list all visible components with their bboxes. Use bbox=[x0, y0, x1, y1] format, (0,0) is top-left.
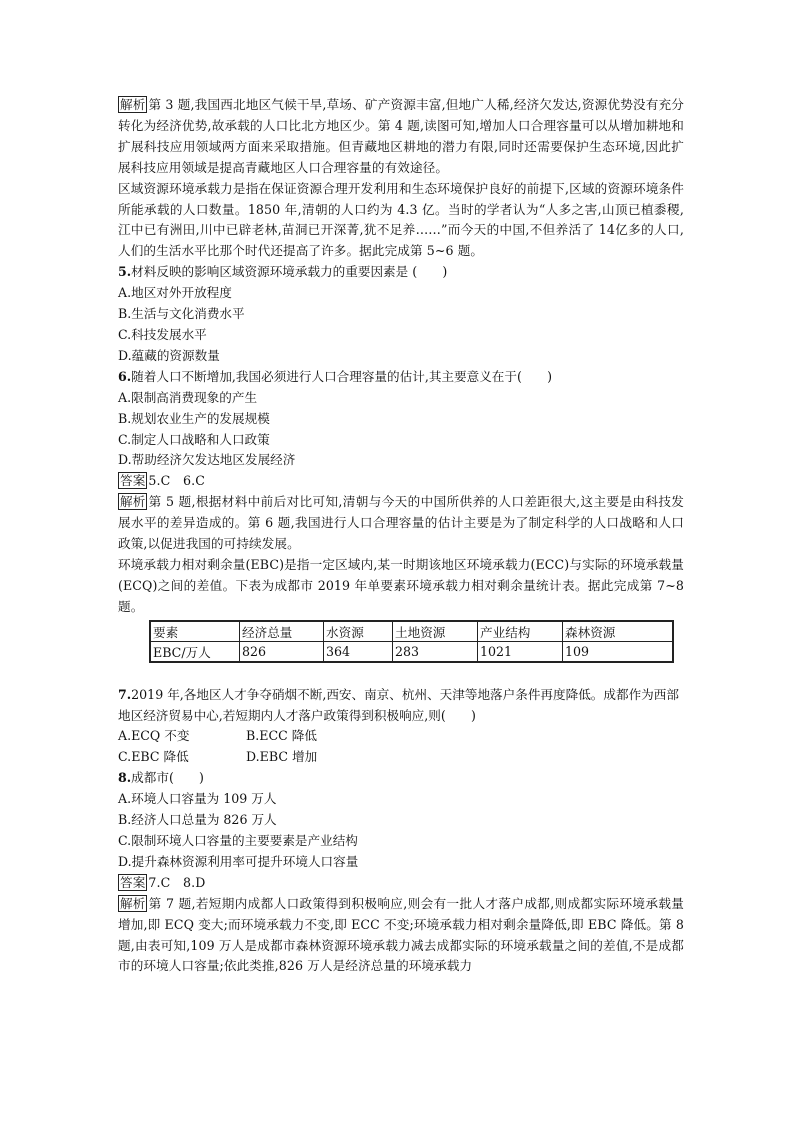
question-number: 5. bbox=[118, 264, 132, 280]
question-stem: 材料反映的影响区域资源环境承载力的重要因素是 ( ) bbox=[131, 264, 448, 280]
option-row bbox=[118, 747, 684, 768]
option-b: B.经济人口总量为 826 万人 bbox=[118, 812, 277, 828]
question-number: 8. bbox=[118, 770, 132, 786]
answer-block-1 bbox=[118, 471, 684, 492]
analysis-text: 第 5 题,根据材料中前后对比可知,清朝与今天的中国所供养的人口差距很大,这主要是由科技发展水平的差异造成的。第 6 题,我国进行人口合理容量的估计主要是为了制定科学的人口战略和人口政策,以促进我国的可持续发展。 bbox=[118, 494, 684, 552]
question-8 bbox=[118, 768, 684, 789]
ebc-table bbox=[149, 620, 674, 663]
analysis-tag: 解析 bbox=[120, 494, 146, 510]
question-7 bbox=[118, 685, 684, 727]
option-a: A.限制高消费现象的产生 bbox=[118, 389, 258, 405]
document-page bbox=[118, 95, 684, 977]
table-cell: EBC/万人 bbox=[150, 641, 240, 662]
table-header-cell: 经济总量 bbox=[240, 621, 324, 642]
table-cell: 826 bbox=[240, 641, 324, 662]
option-c: C.制定人口战略和人口政策 bbox=[118, 431, 270, 447]
table-header-cell: 森林资源 bbox=[563, 621, 674, 642]
option-d: D.提升森林资源利用率可提升环境人口容量 bbox=[118, 853, 359, 869]
answer-block-2 bbox=[118, 873, 684, 894]
option-a: A.环境人口容量为 109 万人 bbox=[118, 791, 277, 807]
option-row bbox=[118, 726, 684, 747]
question-5 bbox=[118, 262, 684, 283]
table-header-cell: 要素 bbox=[150, 621, 240, 642]
table-header-cell: 水资源 bbox=[324, 621, 393, 642]
table-cell: 283 bbox=[393, 641, 478, 662]
option-c: C.限制环境人口容量的主要要素是产业结构 bbox=[118, 833, 358, 848]
analysis-text: 第 7 题,若短期内成都人口政策得到积极响应,则会有一批人才落户成都,则成都实际环境承载量增加,即 ECQ 变大;而环境承载力不变,即 ECC 不变;环境承载力相对剩余量降低,即 EBC 降低。第 8 题,由表可知,109 万人是成都市森林资源环境承载力减去成都实际的环境承载量之间的差值,不是成都市的环境人口容量;依此类推,826 万人是经济总量的环境承载力 bbox=[118, 895, 684, 974]
question-stem: 成都市( ) bbox=[131, 770, 204, 786]
material-1: 区域资源环境承载力是指在保证资源合理开发利用和生态环境保护良好的前提下,区域的资源环境条件所能承载的人口数量。1850 年,清朝的人口约为 4.3 亿。当时的学者认为“人多之害,山顶已植黍稷,江中已有洲田,川中已辟老林,苗洞已开深菁,犹不足养……”而今天的中国,不但养活了 14亿多的人口,人们的生活水平比那个时代还提高了许多。据此完成第 5~6 题。 bbox=[118, 180, 684, 259]
question-stem: 随着人口不断增加,我国必须进行人口合理容量的估计,其主要意义在于( ) bbox=[131, 368, 552, 384]
option-a: A.地区对外开放程度 bbox=[118, 285, 232, 301]
question-6 bbox=[118, 367, 684, 388]
analysis-tag: 解析 bbox=[120, 97, 146, 112]
question-stem: 2019 年,各地区人才争夺硝烟不断,西安、南京、杭州、天津等地落户条件再度降低。成都作为西部地区经济贸易中心,若短期内人才落户政策得到积极响应,则( ) bbox=[118, 686, 679, 723]
option-c: C.科技发展水平 bbox=[118, 326, 207, 342]
analysis-text: 第 3 题,我国西北地区气候干旱,草场、矿产资源丰富,但地广人稀,经济欠发达,资源优势没有充分转化为经济优势,故承载的人口比北方地区少。第 4 题,读图可知,增加人口合理容量可以从增加耕地和扩展科技应用领域两方面来采取措施。但青藏地区耕地的潜力有限,同时还需要保护生态环境,因此扩展科技应用领域是提高青藏地区人口合理容量的有效途径。 bbox=[118, 97, 684, 175]
answer-tag: 答案 bbox=[120, 874, 146, 890]
option-b: B.生活与文化消费水平 bbox=[118, 306, 245, 322]
analysis-tag: 解析 bbox=[120, 895, 146, 911]
answer-text: 7.C 8.D bbox=[148, 874, 206, 890]
analysis-block-1 bbox=[118, 95, 684, 179]
answer-tag: 答案 bbox=[120, 473, 146, 489]
analysis-block-2 bbox=[118, 492, 684, 555]
option-d: D.蕴藏的资源数量 bbox=[118, 347, 220, 363]
option-d: D.帮助经济欠发达地区发展经济 bbox=[118, 452, 296, 468]
question-number: 6. bbox=[118, 368, 132, 384]
option-c: C.EBC 降低 bbox=[118, 749, 189, 765]
spacer bbox=[118, 663, 684, 685]
table-cell: 364 bbox=[324, 641, 393, 662]
question-number: 7. bbox=[118, 686, 132, 702]
option-b: B.规划农业生产的发展规模 bbox=[118, 410, 270, 426]
option-d: D.EBC 增加 bbox=[246, 749, 318, 765]
material-2: 环境承载力相对剩余量(EBC)是指一定区域内,某一时期该地区环境承载力(ECC)与实际的环境承载量(ECQ)之间的差值。下表为成都市 2019 年单要素环境承载力相对剩余量统计表。据此完成第 7~8 题。 bbox=[118, 556, 684, 614]
table-cell: 109 bbox=[563, 641, 674, 662]
table-header-cell: 土地资源 bbox=[393, 621, 478, 642]
table-cell: 1021 bbox=[478, 641, 563, 662]
option-b: B.ECC 降低 bbox=[246, 728, 317, 744]
table-row bbox=[150, 641, 673, 662]
analysis-block-3 bbox=[118, 894, 684, 978]
answer-text: 5.C 6.C bbox=[148, 473, 205, 489]
option-a: A.ECQ 不变 bbox=[118, 728, 190, 744]
table-header-cell: 产业结构 bbox=[478, 621, 563, 642]
table-header-row bbox=[150, 621, 673, 642]
